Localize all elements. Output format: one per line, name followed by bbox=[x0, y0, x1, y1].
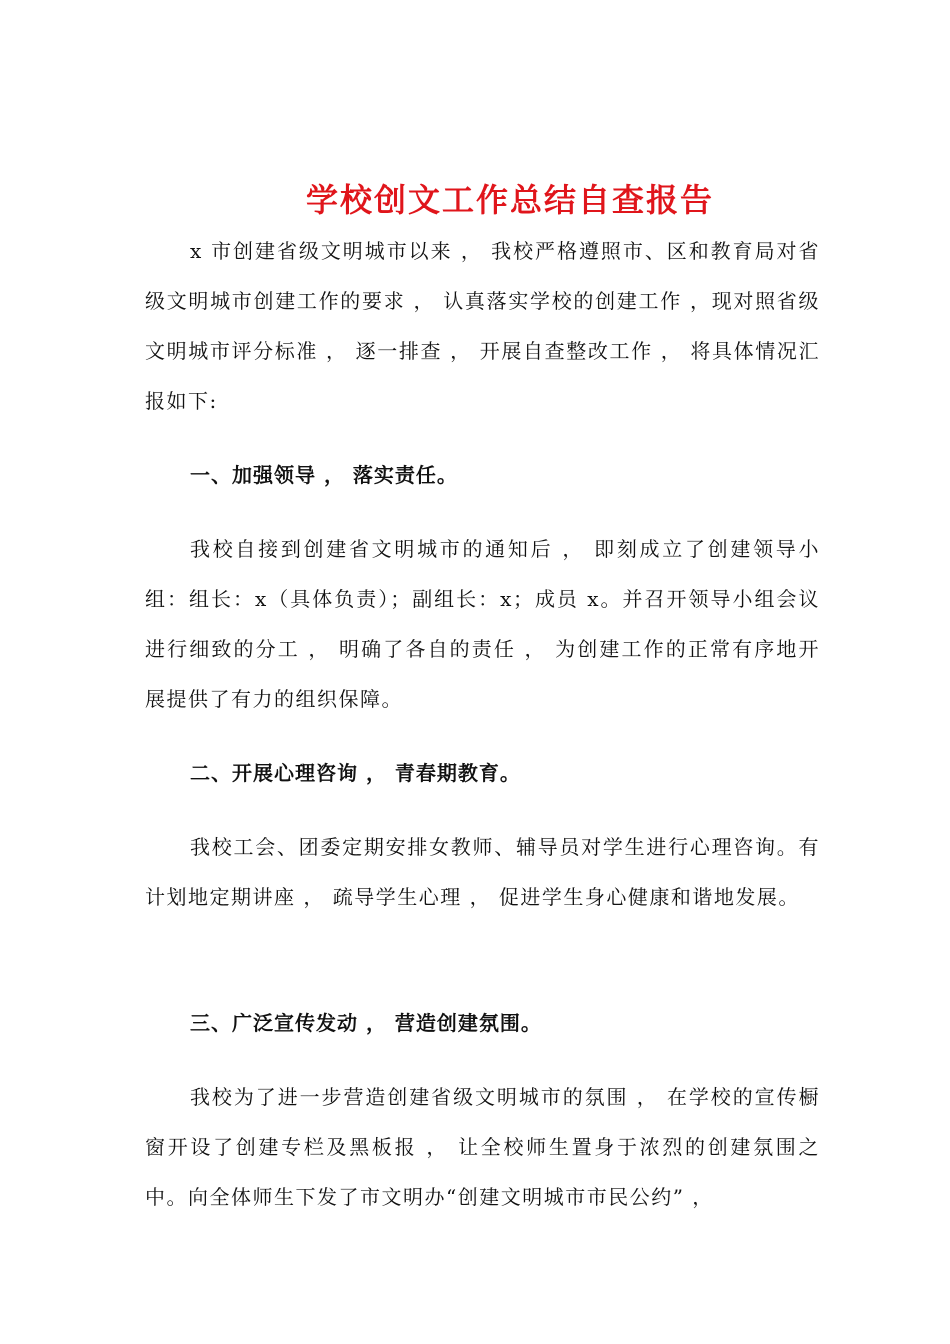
section-heading-1: 一、加强领导 ， 落实责任。 bbox=[190, 463, 458, 487]
section-heading-2: 二、开展心理咨询 ， 青春期教育。 bbox=[190, 761, 521, 785]
section-heading-3: 三、广泛宣传发动 ， 营造创建氛围。 bbox=[190, 1011, 542, 1035]
page-title: 学校创文工作总结自查报告 bbox=[305, 181, 714, 220]
intro-paragraph: x 市创建省级文明城市以来 ， 我校严格遵照市、区和教育局对省级文明城市创建工作的要求 ， 认真落实学校的创建工作 ，现对照省级文明城市评分标准 ， 逐一排查 ， 开展自查整改工作 ， 将具体情况汇报如下: bbox=[145, 239, 820, 413]
section-body-3: 我校为了进一步营造创建省级文明城市的氛围 ， 在学校的宣传橱窗开设了创建专栏及黑板报 ， 让全校师生置身于浓烈的创建氛围之中。向全体师生下发了市文明办“创建文明城市市民公约” ， bbox=[145, 1085, 820, 1209]
section-body-1: 我校自接到创建省文明城市的通知后 ， 即刻成立了创建领导小组：组长：x（具体负责）；副组长：x；成员 x。并召开领导小组会议进行细致的分工 ， 明确了各自的责任 ， 为创建工作的正常有序地开展提供了有力的组织保障。 bbox=[145, 537, 820, 711]
section-body-2: 我校工会、团委定期安排女教师、辅导员对学生进行心理咨询。有计划地定期讲座 ， 疏导学生心理 ， 促进学生身心健康和谐地发展。 bbox=[145, 835, 820, 909]
